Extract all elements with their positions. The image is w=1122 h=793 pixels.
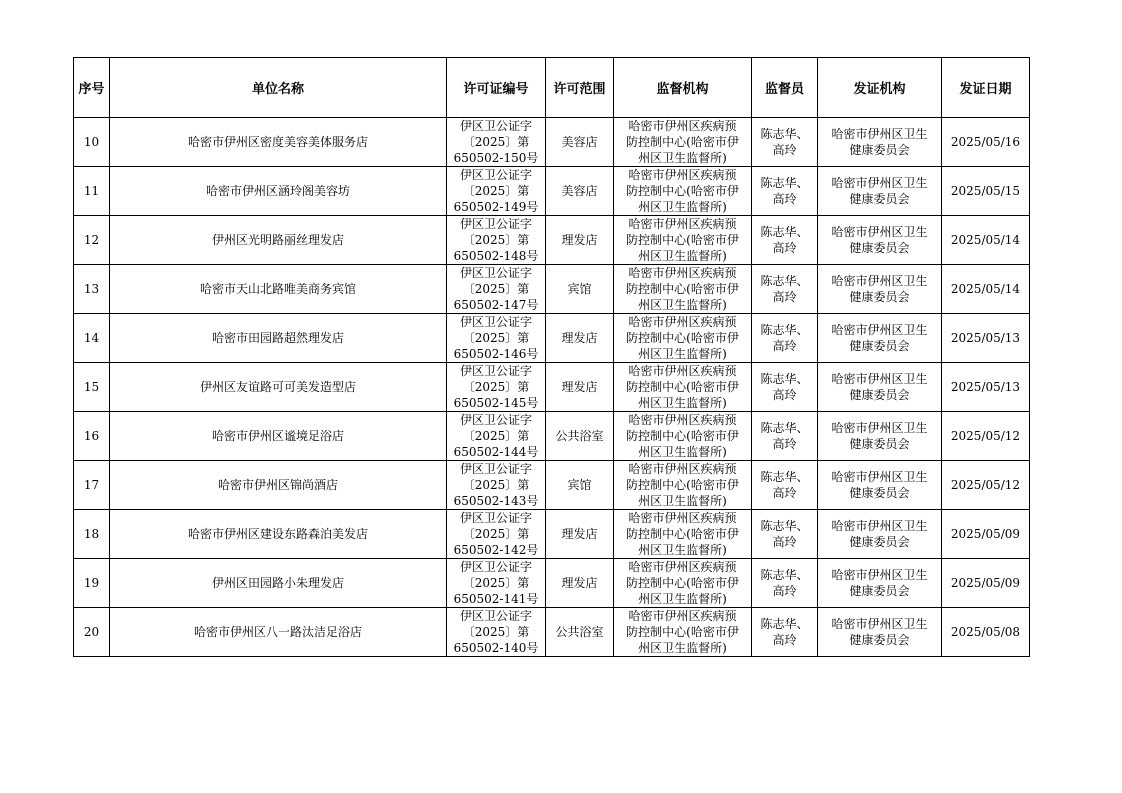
agency-line: 防控制中心(哈密市伊 (626, 478, 739, 492)
agency-line: 州区卫生监督所) (638, 298, 727, 312)
license-number-cell (447, 412, 546, 461)
unit-name-cell: 伊州区田园路小朱理发店 (110, 559, 447, 608)
inspector-cell (752, 608, 818, 657)
agency-line: 防控制中心(哈密市伊 (626, 233, 739, 247)
license-line: 〔2025〕第 (462, 478, 530, 492)
agency-line: 哈密市伊州区疾病预 (628, 609, 737, 623)
inspector-line: 陈志华、 (760, 421, 809, 435)
license-scope-cell: 理发店 (546, 216, 614, 265)
seq-cell: 18 (74, 510, 110, 559)
agency-line: 哈密市伊州区疾病预 (628, 217, 737, 231)
agency-line: 州区卫生监督所) (638, 347, 727, 361)
inspector-line: 陈志华、 (760, 127, 809, 141)
issuing-agency-cell (818, 510, 942, 559)
inspector-line: 高玲 (772, 339, 797, 353)
issuer-line: 哈密市伊州区卫生 (831, 176, 928, 190)
issuing-agency-cell (818, 314, 942, 363)
license-number-cell (447, 314, 546, 363)
license-line: 〔2025〕第 (462, 527, 530, 541)
issuing-agency-cell (818, 216, 942, 265)
issuer-line: 健康委员会 (849, 143, 910, 157)
license-line: 伊区卫公证字 (459, 560, 532, 574)
license-line: 650502-145号 (453, 396, 539, 410)
agency-line: 州区卫生监督所) (638, 151, 727, 165)
table-row (74, 412, 1030, 461)
issuer-line: 哈密市伊州区卫生 (831, 519, 928, 533)
license-line: 650502-144号 (453, 445, 539, 459)
agency-line: 州区卫生监督所) (638, 249, 727, 263)
license-line: 伊区卫公证字 (459, 609, 532, 623)
license-line: 650502-150号 (453, 151, 539, 165)
license-line: 〔2025〕第 (462, 429, 530, 443)
header-inspector: 监督员 (752, 58, 818, 118)
license-line: 伊区卫公证字 (459, 168, 532, 182)
supervising-agency-cell (614, 412, 752, 461)
agency-line: 防控制中心(哈密市伊 (626, 184, 739, 198)
agency-line: 哈密市伊州区疾病预 (628, 364, 737, 378)
license-line: 伊区卫公证字 (459, 315, 532, 329)
inspector-line: 高玲 (772, 241, 797, 255)
seq-cell: 17 (74, 461, 110, 510)
issuer-line: 健康委员会 (849, 535, 910, 549)
license-line: 伊区卫公证字 (459, 413, 532, 427)
license-scope-cell: 理发店 (546, 559, 614, 608)
license-line: 伊区卫公证字 (459, 511, 532, 525)
license-number-cell (447, 559, 546, 608)
license-number-cell (447, 265, 546, 314)
issuer-line: 健康委员会 (849, 241, 910, 255)
inspector-line: 陈志华、 (760, 225, 809, 239)
header-row (74, 58, 1030, 118)
inspector-line: 高玲 (772, 584, 797, 598)
supervising-agency-cell (614, 216, 752, 265)
inspector-line: 陈志华、 (760, 372, 809, 386)
license-number-cell (447, 118, 546, 167)
issuer-line: 健康委员会 (849, 339, 910, 353)
license-line: 650502-148号 (453, 249, 539, 263)
inspector-cell (752, 167, 818, 216)
inspector-line: 高玲 (772, 437, 797, 451)
unit-name-cell: 伊州区光明路丽丝理发店 (110, 216, 447, 265)
inspector-line: 高玲 (772, 486, 797, 500)
supervising-agency-cell (614, 559, 752, 608)
issue-date-cell: 2025/05/12 (942, 412, 1030, 461)
issue-date-cell: 2025/05/12 (942, 461, 1030, 510)
agency-line: 哈密市伊州区疾病预 (628, 168, 737, 182)
issuer-line: 哈密市伊州区卫生 (831, 470, 928, 484)
license-scope-cell: 公共浴室 (546, 412, 614, 461)
header-license-scope: 许可范围 (546, 58, 614, 118)
license-scope-cell: 理发店 (546, 363, 614, 412)
table-row (74, 363, 1030, 412)
seq-cell: 11 (74, 167, 110, 216)
license-line: 〔2025〕第 (462, 135, 530, 149)
license-number-cell (447, 510, 546, 559)
supervising-agency-cell (614, 608, 752, 657)
issuer-line: 哈密市伊州区卫生 (831, 127, 928, 141)
inspector-line: 高玲 (772, 290, 797, 304)
agency-line: 防控制中心(哈密市伊 (626, 625, 739, 639)
issue-date-cell: 2025/05/14 (942, 265, 1030, 314)
table-row (74, 510, 1030, 559)
inspector-cell (752, 216, 818, 265)
issue-date-cell: 2025/05/16 (942, 118, 1030, 167)
license-line: 〔2025〕第 (462, 233, 530, 247)
license-line: 〔2025〕第 (462, 576, 530, 590)
issue-date-cell: 2025/05/09 (942, 559, 1030, 608)
issuer-line: 健康委员会 (849, 437, 910, 451)
seq-cell: 12 (74, 216, 110, 265)
license-scope-cell: 公共浴室 (546, 608, 614, 657)
unit-name-cell: 哈密市天山北路唯美商务宾馆 (110, 265, 447, 314)
agency-line: 防控制中心(哈密市伊 (626, 527, 739, 541)
license-line: 650502-140号 (453, 641, 539, 655)
seq-cell: 10 (74, 118, 110, 167)
license-line: 〔2025〕第 (462, 331, 530, 345)
agency-line: 州区卫生监督所) (638, 396, 727, 410)
license-scope-cell: 理发店 (546, 314, 614, 363)
unit-name-cell: 哈密市伊州区涵玲阁美容坊 (110, 167, 447, 216)
issue-date-cell: 2025/05/09 (942, 510, 1030, 559)
inspector-line: 高玲 (772, 388, 797, 402)
license-scope-cell: 美容店 (546, 118, 614, 167)
inspector-line: 陈志华、 (760, 470, 809, 484)
license-line: 650502-147号 (453, 298, 539, 312)
unit-name-cell: 哈密市伊州区谧境足浴店 (110, 412, 447, 461)
header-seq: 序号 (74, 58, 110, 118)
license-line: 〔2025〕第 (462, 282, 530, 296)
seq-cell: 19 (74, 559, 110, 608)
inspector-line: 陈志华、 (760, 274, 809, 288)
supervising-agency-cell (614, 461, 752, 510)
issuer-line: 哈密市伊州区卫生 (831, 372, 928, 386)
license-number-cell (447, 363, 546, 412)
inspector-cell (752, 265, 818, 314)
license-scope-cell: 宾馆 (546, 461, 614, 510)
agency-line: 防控制中心(哈密市伊 (626, 135, 739, 149)
header-unit-name: 单位名称 (110, 58, 447, 118)
table-row (74, 461, 1030, 510)
agency-line: 州区卫生监督所) (638, 543, 727, 557)
supervising-agency-cell (614, 510, 752, 559)
inspector-line: 陈志华、 (760, 519, 809, 533)
issuer-line: 哈密市伊州区卫生 (831, 225, 928, 239)
header-issue-date: 发证日期 (942, 58, 1030, 118)
issue-date-cell: 2025/05/14 (942, 216, 1030, 265)
seq-cell: 13 (74, 265, 110, 314)
header-issuing-agency: 发证机构 (818, 58, 942, 118)
agency-line: 州区卫生监督所) (638, 641, 727, 655)
seq-cell: 14 (74, 314, 110, 363)
inspector-cell (752, 314, 818, 363)
license-line: 〔2025〕第 (462, 625, 530, 639)
issuing-agency-cell (818, 265, 942, 314)
agency-line: 哈密市伊州区疾病预 (628, 462, 737, 476)
agency-line: 哈密市伊州区疾病预 (628, 413, 737, 427)
agency-line: 防控制中心(哈密市伊 (626, 380, 739, 394)
unit-name-cell: 伊州区友谊路可可美发造型店 (110, 363, 447, 412)
table-row (74, 216, 1030, 265)
agency-line: 哈密市伊州区疾病预 (628, 511, 737, 525)
issuing-agency-cell (818, 363, 942, 412)
issuer-line: 哈密市伊州区卫生 (831, 568, 928, 582)
issuer-line: 哈密市伊州区卫生 (831, 274, 928, 288)
inspector-cell (752, 363, 818, 412)
license-number-cell (447, 216, 546, 265)
unit-name-cell: 哈密市伊州区锦尚酒店 (110, 461, 447, 510)
license-number-cell (447, 461, 546, 510)
inspector-cell (752, 412, 818, 461)
issuer-line: 健康委员会 (849, 633, 910, 647)
issuer-line: 健康委员会 (849, 388, 910, 402)
inspector-cell (752, 118, 818, 167)
license-line: 〔2025〕第 (462, 380, 530, 394)
supervising-agency-cell (614, 118, 752, 167)
issuer-line: 哈密市伊州区卫生 (831, 617, 928, 631)
issue-date-cell: 2025/05/15 (942, 167, 1030, 216)
permit-table (73, 57, 1030, 657)
unit-name-cell: 哈密市田园路超然理发店 (110, 314, 447, 363)
inspector-line: 陈志华、 (760, 568, 809, 582)
issuing-agency-cell (818, 118, 942, 167)
license-line: 伊区卫公证字 (459, 217, 532, 231)
license-line: 伊区卫公证字 (459, 462, 532, 476)
seq-cell: 15 (74, 363, 110, 412)
license-scope-cell: 美容店 (546, 167, 614, 216)
supervising-agency-cell (614, 265, 752, 314)
issuer-line: 健康委员会 (849, 584, 910, 598)
issue-date-cell: 2025/05/13 (942, 363, 1030, 412)
seq-cell: 20 (74, 608, 110, 657)
inspector-line: 高玲 (772, 633, 797, 647)
inspector-cell (752, 510, 818, 559)
license-line: 〔2025〕第 (462, 184, 530, 198)
license-line: 650502-146号 (453, 347, 539, 361)
agency-line: 州区卫生监督所) (638, 445, 727, 459)
issuer-line: 健康委员会 (849, 290, 910, 304)
issuer-line: 健康委员会 (849, 192, 910, 206)
license-line: 伊区卫公证字 (459, 119, 532, 133)
inspector-cell (752, 559, 818, 608)
license-line: 650502-141号 (453, 592, 539, 606)
inspector-line: 陈志华、 (760, 617, 809, 631)
issue-date-cell: 2025/05/08 (942, 608, 1030, 657)
table-row (74, 167, 1030, 216)
inspector-line: 高玲 (772, 143, 797, 157)
issuer-line: 哈密市伊州区卫生 (831, 323, 928, 337)
license-line: 650502-149号 (453, 200, 539, 214)
issuing-agency-cell (818, 559, 942, 608)
supervising-agency-cell (614, 167, 752, 216)
issuing-agency-cell (818, 608, 942, 657)
license-line: 650502-142号 (453, 543, 539, 557)
table-row (74, 608, 1030, 657)
license-number-cell (447, 608, 546, 657)
agency-line: 州区卫生监督所) (638, 592, 727, 606)
header-license-number: 许可证编号 (447, 58, 546, 118)
table-row (74, 314, 1030, 363)
seq-cell: 16 (74, 412, 110, 461)
agency-line: 哈密市伊州区疾病预 (628, 560, 737, 574)
inspector-line: 陈志华、 (760, 323, 809, 337)
agency-line: 防控制中心(哈密市伊 (626, 282, 739, 296)
agency-line: 防控制中心(哈密市伊 (626, 576, 739, 590)
issue-date-cell: 2025/05/13 (942, 314, 1030, 363)
issuing-agency-cell (818, 167, 942, 216)
inspector-line: 高玲 (772, 192, 797, 206)
unit-name-cell: 哈密市伊州区建设东路森泊美发店 (110, 510, 447, 559)
supervising-agency-cell (614, 363, 752, 412)
agency-line: 哈密市伊州区疾病预 (628, 119, 737, 133)
agency-line: 州区卫生监督所) (638, 200, 727, 214)
supervising-agency-cell (614, 314, 752, 363)
license-line: 650502-143号 (453, 494, 539, 508)
header-supervising-agency: 监督机构 (614, 58, 752, 118)
license-number-cell (447, 167, 546, 216)
license-scope-cell: 理发店 (546, 510, 614, 559)
issuing-agency-cell (818, 412, 942, 461)
table-row (74, 118, 1030, 167)
table-row (74, 559, 1030, 608)
agency-line: 州区卫生监督所) (638, 494, 727, 508)
agency-line: 防控制中心(哈密市伊 (626, 331, 739, 345)
agency-line: 哈密市伊州区疾病预 (628, 315, 737, 329)
unit-name-cell: 哈密市伊州区密度美容美体服务店 (110, 118, 447, 167)
issuer-line: 健康委员会 (849, 486, 910, 500)
inspector-line: 陈志华、 (760, 176, 809, 190)
inspector-line: 高玲 (772, 535, 797, 549)
license-line: 伊区卫公证字 (459, 364, 532, 378)
inspector-cell (752, 461, 818, 510)
license-line: 伊区卫公证字 (459, 266, 532, 280)
license-scope-cell: 宾馆 (546, 265, 614, 314)
unit-name-cell: 哈密市伊州区八一路汰洁足浴店 (110, 608, 447, 657)
agency-line: 防控制中心(哈密市伊 (626, 429, 739, 443)
table-row (74, 265, 1030, 314)
issuing-agency-cell (818, 461, 942, 510)
agency-line: 哈密市伊州区疾病预 (628, 266, 737, 280)
issuer-line: 哈密市伊州区卫生 (831, 421, 928, 435)
